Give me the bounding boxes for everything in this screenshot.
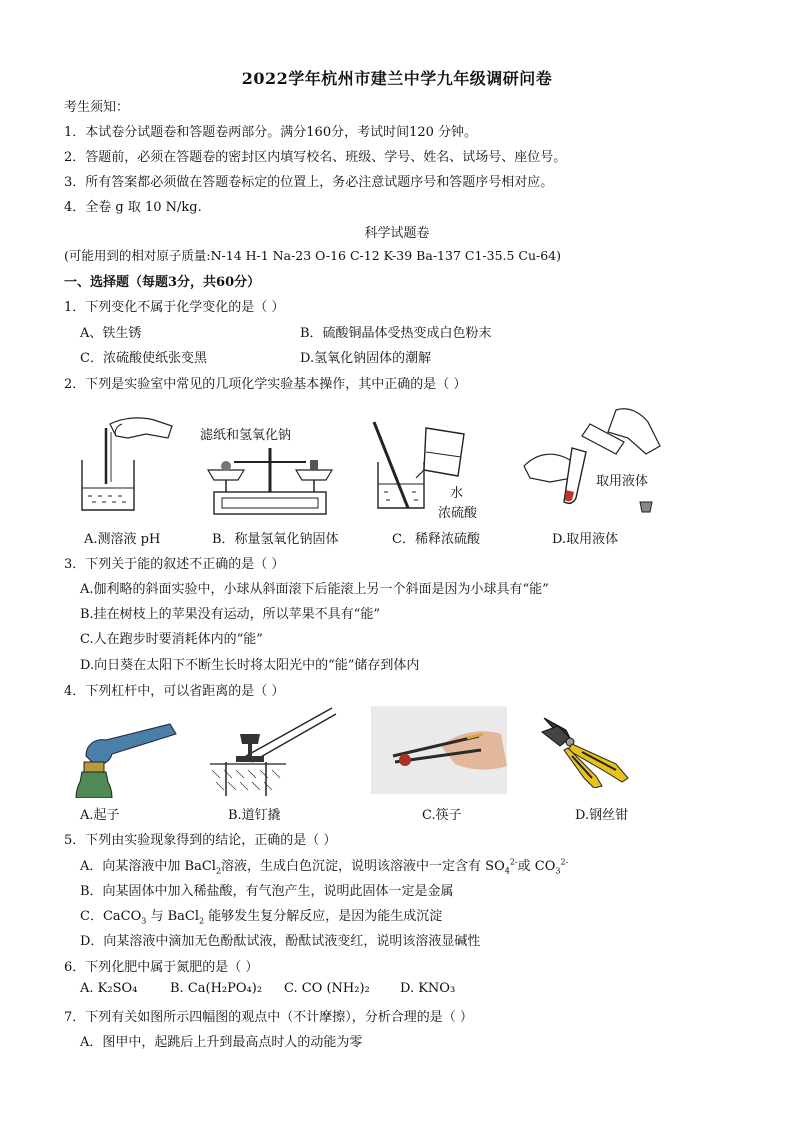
q3-option-c: C.人在跑步时要消耗体内的“能” [80,632,263,647]
pliers-figure [536,712,636,788]
q1-option-a: A、铁生锈 [80,326,142,341]
q1-option-c: C．浓硫酸使纸张变黑 [80,351,207,366]
q6-stem: 6．下列化肥中属于氮肥的是（ ） [64,960,259,975]
q5-option-c: C．CaCO$_3$ 与 BaCl$_2$ 能够发生复分解反应，是因为能生成沉淀 [80,909,443,926]
ph-test-figure [72,410,202,520]
q3-option-b: B.挂在树枝上的苹果没有运动，所以苹果不具有“能” [80,607,380,622]
chopsticks-photo [371,706,507,794]
label-water: 水 [450,486,464,501]
q2-option-d: D.取用液体 [552,532,619,547]
section-subtitle: 科学试题卷 [364,226,430,241]
q3-option-d: D.向日葵在太阳下不断生长时将太阳光中的“能”储存到体内 [80,658,420,673]
q1-stem: 1．下列变化不属于化学变化的是（ ） [64,300,285,315]
q6-option-a: A. K₂SO₄ [80,981,138,996]
q5-stem: 5．下列由实验现象得到的结论，正确的是（ ） [64,833,337,848]
bottle-opener-figure [72,716,182,798]
section-heading: 一、选择题（每题3分，共60分） [64,275,261,290]
q2-option-b: B．称量氢氧化钠固体 [212,532,339,547]
q1-option-b: B．硫酸铜晶体受热变成白色粉末 [300,326,492,341]
q2-option-c: C．稀释浓硫酸 [392,532,480,547]
q2-stem: 2．下列是实验室中常见的几项化学实验基本操作，其中正确的是（ ） [64,377,467,392]
q3-stem: 3．下列关于能的叙述不正确的是（ ） [64,557,285,572]
rail-crowbar-figure [206,704,338,800]
q6-option-d: D. KNO₃ [400,981,456,996]
notice-item-1: 1．本试卷分试题卷和答题卷两部分。满分160分，考试时间120 分钟。 [64,125,478,140]
notice-heading: 考生须知： [64,100,130,115]
q5-option-b: B．向某固体中加入稀盐酸，有气泡产生，说明此固体一定是金属 [80,884,454,899]
q2-option-a: A.测溶液 pH [84,532,161,547]
q7-stem: 7．下列有关如图所示四幅图的观点中（不计摩擦），分析合理的是（ ） [64,1010,473,1025]
label-take-liquid: 取用液体 [596,474,649,489]
q3-option-a: A.伽利略的斜面实验中，小球从斜面滚下后能滚上另一个斜面是因为小球具有“能” [80,582,549,597]
q4-option-b: B.道钉撬 [228,808,281,823]
page-title: 2022学年杭州市建兰中学九年级调研问卷 [241,69,553,88]
label-filter-naoh: 滤纸和氢氧化钠 [200,428,292,443]
notice-item-3: 3．所有答案都必须做在答题卷标定的位置上，务必注意试题序号和答题序号相对应。 [64,175,554,190]
notice-item-4: 4．全卷 g 取 10 N/kg. [64,200,202,215]
balance-figure [200,440,340,522]
take-liquid-figure [520,402,670,520]
atomic-masses: (可能用到的相对原子质量:N-14 H-1 Na-23 O-16 C-12 K-39 Ba-137 C1-35.5 Cu-64) [64,248,562,263]
q5-option-d: D．向某溶液中滴加无色酚酞试液，酚酞试液变红，说明该溶液显碱性 [80,934,481,949]
q4-option-a: A.起子 [80,808,120,823]
label-conc-acid: 浓硫酸 [438,506,478,521]
q6-option-c: C. CO (NH₂)₂ [284,981,370,996]
q4-option-d: D.钢丝钳 [575,808,629,823]
q5-option-a: A．向某溶液中加 BaCl$_2$溶液，生成白色沉淀，说明该溶液中一定含有 $SO_4^{2-}$或 $CO_3^{2-}$ [80,857,569,876]
notice-item-2: 2．答题前，必须在答题卷的密封区内填写校名、班级、学号、姓名、试场号、座位号。 [64,150,567,165]
q1-option-d: D.氢氧化钠固体的潮解 [300,351,432,366]
q7-option-a: A．图甲中，起跳后上升到最高点时人的动能为零 [80,1035,363,1050]
q4-option-c: C.筷子 [422,808,462,823]
q6-option-b: B. Ca(H₂PO₄)₂ [170,981,263,996]
q4-stem: 4．下列杠杆中，可以省距离的是（ ） [64,684,285,699]
